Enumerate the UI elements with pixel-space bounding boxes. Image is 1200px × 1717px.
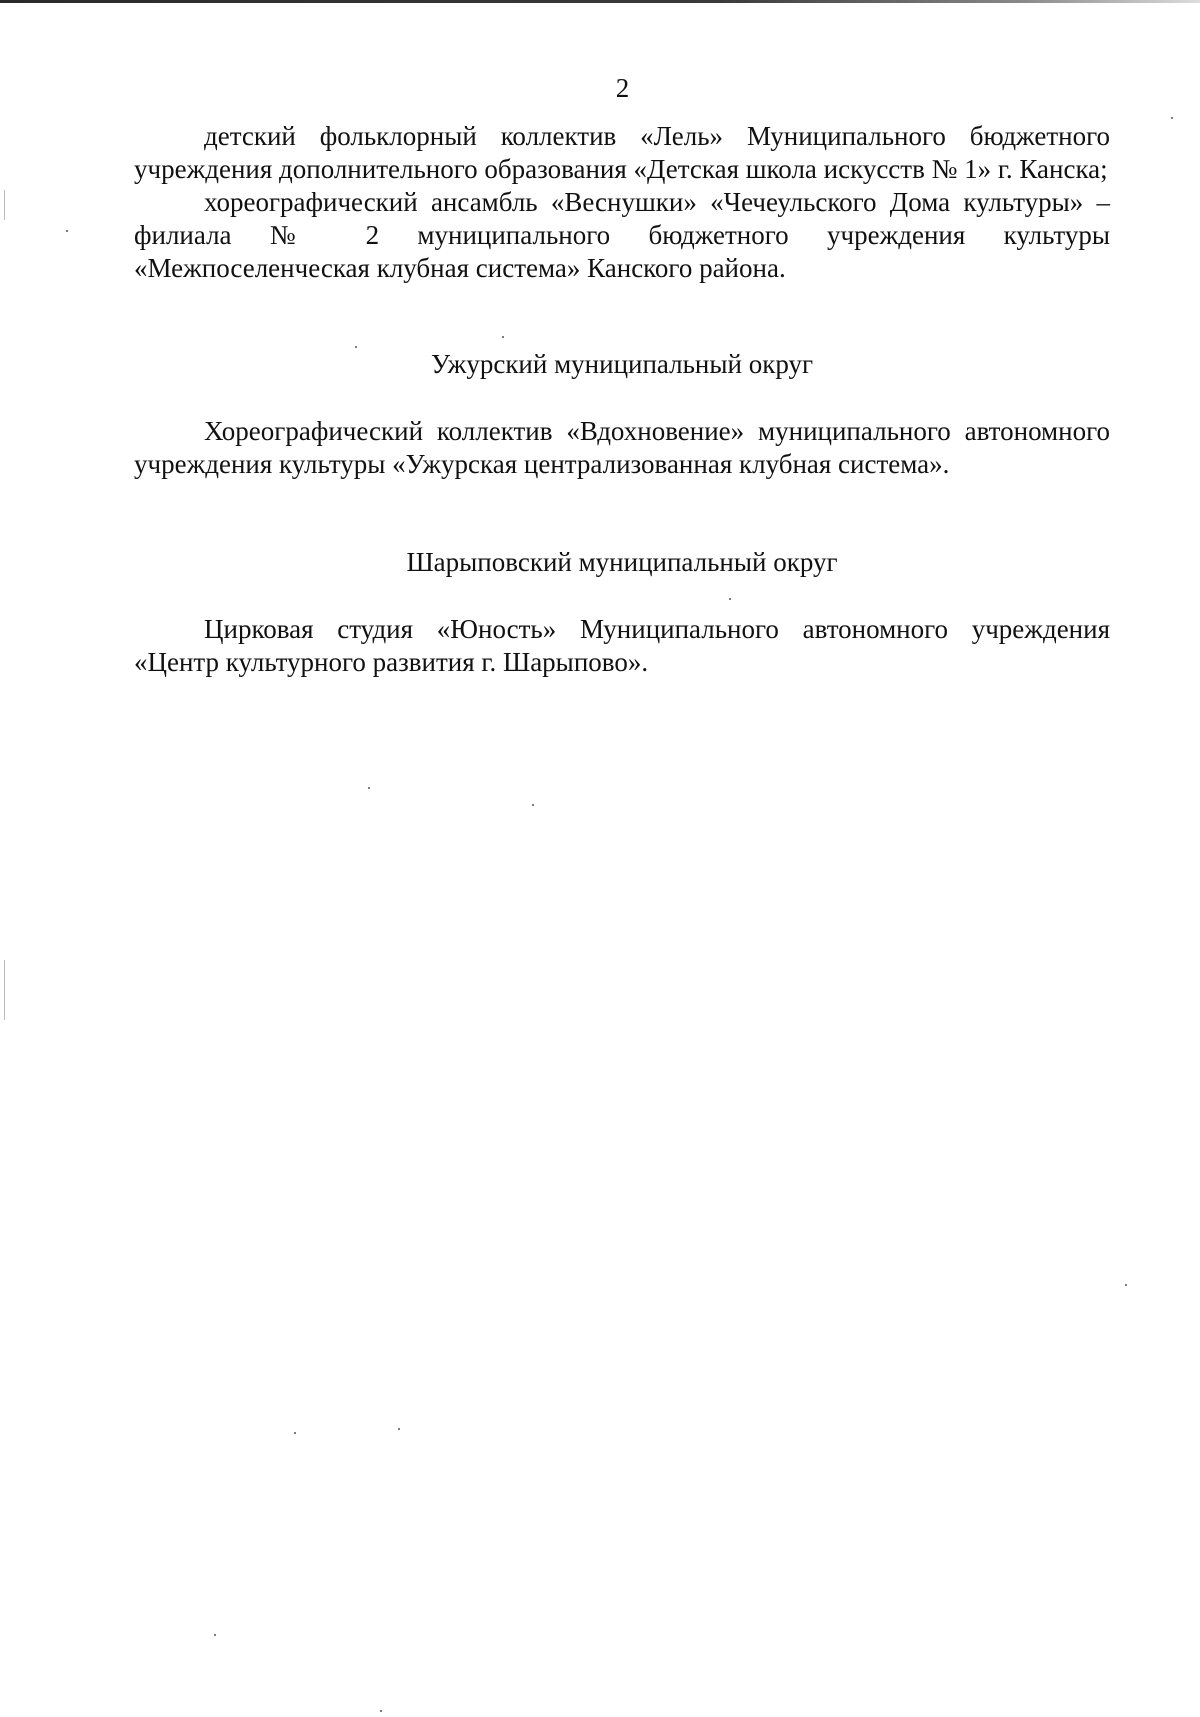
- scan-speck: [1171, 117, 1173, 119]
- scan-speck: [294, 1432, 296, 1434]
- scan-speck: [398, 1428, 400, 1430]
- page-number: 2: [615, 73, 630, 103]
- section-heading-sharypovo: Шарыповский муниципальный округ: [406, 547, 838, 577]
- intro-block: [134, 120, 1110, 285]
- section-body-sharypovo: [134, 613, 1110, 679]
- paragraph-lel: детский фольклорный коллектив «Лель» Муниципального бюджетного учреждения дополнительного образования «Детская школа искусств № 1» г. Канска;: [134, 121, 1110, 184]
- scan-speck: [380, 1710, 382, 1712]
- scan-top-edge: [0, 0, 1200, 3]
- scan-left-edge: [4, 960, 5, 1020]
- paragraph-vesnushki: хореографический ансамбль «Веснушки» «Чечеульского Дома культуры» – филиала № 2 муниципального бюджетного учреждения культуры «Межпоселенческая клубная система» Канского района.: [134, 187, 1110, 283]
- scan-speck: [66, 230, 68, 232]
- scan-left-edge: [4, 190, 5, 220]
- section-heading-uzhur: Ужурский муниципальный округ: [430, 349, 814, 379]
- scan-speck: [1125, 1284, 1127, 1286]
- scan-speck: [214, 1634, 216, 1636]
- scan-speck: [368, 787, 370, 789]
- scan-speck: [355, 346, 357, 348]
- paragraph-yunost: Цирковая студия «Юность» Муниципального автономного учреждения «Центр культурного развития г. Шарыпово».: [134, 614, 1110, 677]
- scan-speck: [502, 336, 504, 338]
- section-body-uzhur: [134, 415, 1110, 481]
- paragraph-vdokhnovenie: Хореографический коллектив «Вдохновение» муниципального автономного учреждения культуры «Ужурская централизованная клубная система».: [134, 416, 1110, 479]
- scan-speck: [729, 598, 731, 600]
- scan-speck: [532, 804, 534, 806]
